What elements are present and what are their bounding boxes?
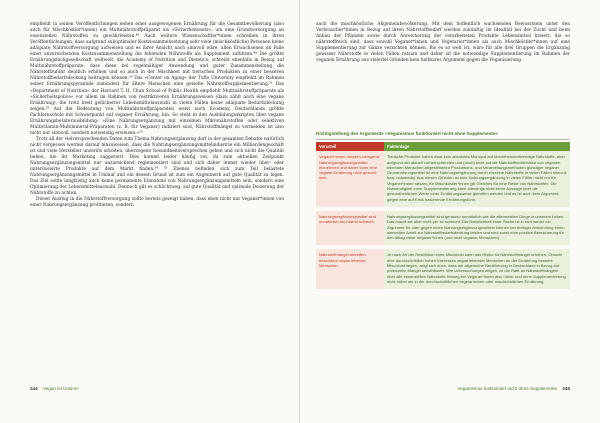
fact-table bbox=[316, 142, 570, 293]
running-head: Vegan ist Unsinn! bbox=[42, 386, 79, 391]
claim-cell: Nährstoffmängel betreffen besonders vegan lebende Menschen. bbox=[316, 247, 384, 291]
fact-cell: Je nach Art der Restriktion einer Mischkost kann das Risiko für Nährstoffmängel erhöhen. Obwohl eine durchschnittlich hohen Interesses vegan lebender Menschen an der Ernährung bessere Mischkost liegen, zeigt sich doch, dass die allgemeine Bevölkerung in Deutschland in Bezug auf potenzielle Mängel sensibilisiert. Wie Untersuchungen zeigen, ist die Rate an Nährstoffmängeln über alle essenziellen Nährstoffe hinweg bei Veganer*innen also höher und ohne Supplementierung nicht höher als in der durchschnittlichen vegetarischen oder mischköstlichen Ernährung. bbox=[384, 247, 570, 291]
fact-cell: Tierische Produkte haben zwar kein absolutes Monopol auf überlebensnotwendige Nährstoffe, aber aufgrund der aktuell vorherrschenden und (noch) nicht auf die Nährstoffbedürfnisse von veganen lebenden Menschen abgestimmten Produktions- und Verarbeitungsmethoden günstiger veganer Grundnahrungsmittel ist eine Nahrungsergänzung durch einzelne Nährstoffe in vielen Fällen sinnvoll bzw. notwendig. Aus diesen Gründen ist eine Nahrungsergänzung in vielen Fällen nicht nur für Veganer*innen ratsam, für Mischköstler*innen gilt Gleiches für eine Reihe von Nährstoffen. Die Notwendigkeit einer Supplementierung kann allerdings nicht keine Aussage über die gesundheitlichen Werte einer Ernährungsweise getroffen werden und es ist auch kein Argument gegen eine auf Ethik basierende Ernährungsform. bbox=[384, 151, 570, 209]
body-paragraph: auch die mischköstliche Allgemeinbevölkerung. Mit dem hoffentlich wachsenden Bewusstsein unter den Verbraucher*innen in Bezug auf ihren Nährstoffbedarf werden zukünftig im Idealfall bei der Zucht und beim Anbau der Pflanzen sowie durch Anreicherung der verarbeiteten Produkte Lebensmittel kreiert, die so nährstoffreich sind, dass sowohl Veganer*innen und Vegetarier*innen als auch Mischköstler*innen auf eine Supplementierung zur Gänze verzichten können. Bis es so weit ist, wäre für alle drei Gruppen die Ergänzung gewisser Nährstoffe in vielen Fällen ratsam und daher ist die notwendige Supplementierung im Rahmen der veganen Ernährung aus vielerlei Gründen kein haltbares Argument gegen die Veganisierung. bbox=[316, 22, 570, 64]
header-faktenlage: Faktenlage bbox=[384, 142, 570, 151]
page-number: 244 bbox=[30, 386, 38, 391]
claim-cell: Veganer*innen müssen zwingend Nahrungsergänzungsmittel einnehmen und daher kann eine vegane Ernährung nicht gesund sein. bbox=[316, 151, 384, 209]
claim-cell: Nahrungsergänzungsmittel sind unnatürlich und damit schlecht. bbox=[316, 209, 384, 247]
table-title: Richtigstellung des Arguments »Veganismus funktioniert nicht ohne Supplemente« bbox=[316, 131, 570, 140]
table-row bbox=[316, 151, 570, 209]
left-text-column bbox=[30, 22, 284, 209]
header-vorurteil: Vorurteil bbox=[316, 142, 384, 151]
left-footer bbox=[30, 386, 79, 391]
body-paragraph: empfiehlt in seinen Veröffentlichungen neben einer ausgewogenen Ernährung für die Gesamtbevölkerung (also auch für Mischköstler*innen) ein Multinährstoffpräparat als »Sicherheitsnetz«, um eine Grundversorgung an essenziellen Nährstoffen zu gewährleisten.⁴⁸ Auch weitere Wissenschaftler*innen schreiben in ihren Veröffentlichungen, dass aufgrund suboptimaler Kostzusammensetzung sehr viele (mischköstliche) Personen keine adäquate Nährstoffversorgung aufweisen und es ihrer Ansicht nach sinnvoll wäre, allen Erwachsenen im Falle einer unzureichenden Kostzusammenstellung die fehlenden Nährstoffe als Supplement zuführen.⁴⁹ Die größte Ernährungsfachgesellschaft weltweit, die Academy of Nutrition and Dietetics, schreibt ebenfalls in Bezug auf Multinährstoffpräparate, dass diese bei regelmäßiger Anwendung und guter Zusammenstellung die Nährstoffzufuhr deutlich erhöhen und so auch in der Mischkost mit tierischen Produkten zu einer besseren Nährstoffbedarfsdeckung beitragen können.⁵⁰ Das »Center on Aging« der Tufts University empfiehlt im Rahmen seiner Ernährungspyramide zumindest für ältere Menschen eine gezielte Nährstoffsupplementierung.⁵¹ Das »Department of Nutrition« der Harvard T. H. Chan School of Public Health empfiehlt Multinährstoffpräparate als »Sicherheitspolice« vor allem im Rahmen von restriktiveren Ernährungsweisen (dazu zählt auch eine vegane Ernährung), die trotz breit gefächerter Lebensmittelauswahl in vielen Fällen keine adäquate Bedarfsdeckung zeigen.⁵² Auf die Bedeutung von Multinährstoffpräparaten weist auch Ecodemy, Deutschlands größte Fachfernschule mit Schwerpunkt auf veganer Ernährung, hin. So steht in den Ausbildungsskripten über vegane Ernährungsberaterausbildung: »Eine Nahrungsergänzung mit einzelnen Mikronährstoffen oder selektiven Multivitamin-Multimineral-Präparaten (z. B. für Veganer) indiziert sind, Nährstoffmängel zu vermeiden ist also nicht nur sinnvoll, sondern notwendig erweisen.«⁵³ bbox=[30, 22, 284, 136]
table-row bbox=[316, 209, 570, 247]
right-footer bbox=[457, 386, 570, 391]
right-page bbox=[300, 0, 600, 423]
body-paragraph: Trotz all der vielversprechenden Daten zum Thema Nahrungsergänzung darf in der gesamten Debatte natürlich nicht vergessen werden darauf hinzuweisen, dass die Nahrungsergänzungsmittelindustrie ein Milliardengeschäft ist und viele Hersteller unseriös arbeiten, überzogene Gesundheitsversprechen geben und sich nicht die Qualität ließen, die ihr Marketing suggeriert. Dies kommt leider häufig vor, da zum aktuellen Zeitpunkt Nahrungsergänzungsmittel nur unzureichend reglementiert sind und sich daher immer wieder über- oder unterdosierte Produkte auf dem Markt finden.⁵⁴ ⁵⁵ Ebenso befinden sich zum Teil belastete Nahrungsergänzungsmittel in Umlauf und ein dessen Grund ist zum ein Augenmerk auf gute Qualität zu legen. Das Ziel sollte langfristig auch keine permanente Einnahme von Nahrungsergänzungsmitteln sein, sondern eine Optimierung der Lebensmittelauswahl. Dennoch gilt es schlichtweg, auf gute Qualität und optimale Dosierung der Nährstoffe zu achten. bbox=[30, 136, 284, 197]
page-number: 245 bbox=[562, 386, 570, 391]
body-paragraph: Dieser Ausflug in die Nährstoffversorgung sollte bereits gezeigt haben, dass eben nicht nur Veganer*innen von einer Nahrungsergänzung profitieren, sondern bbox=[30, 197, 284, 209]
fact-cell: Nahrungsergänzungsmittel sind genauso unnatürlich wie die allermeisten Dinge in unserem Leben. Das macht sie aber nicht per se schlecht. Die Natürlichkeit einer Sache ist in sich weder ein Argument für oder gegen einen Nahrungsergänzungsmitteln können bei richtiger Anwendung einen wertvollen Anteil zur Nährstoffbedarfsdeckung leisten und sind somit eine positive Bereicherung für den Alltag vieler Veganer*innen (und nicht veganer Menschen). bbox=[384, 209, 570, 247]
table-header-row bbox=[316, 142, 570, 151]
right-text-column bbox=[316, 22, 570, 64]
table-row bbox=[316, 247, 570, 291]
running-head: Veganismus funktioniert nicht ohne Supplemente bbox=[457, 386, 558, 391]
